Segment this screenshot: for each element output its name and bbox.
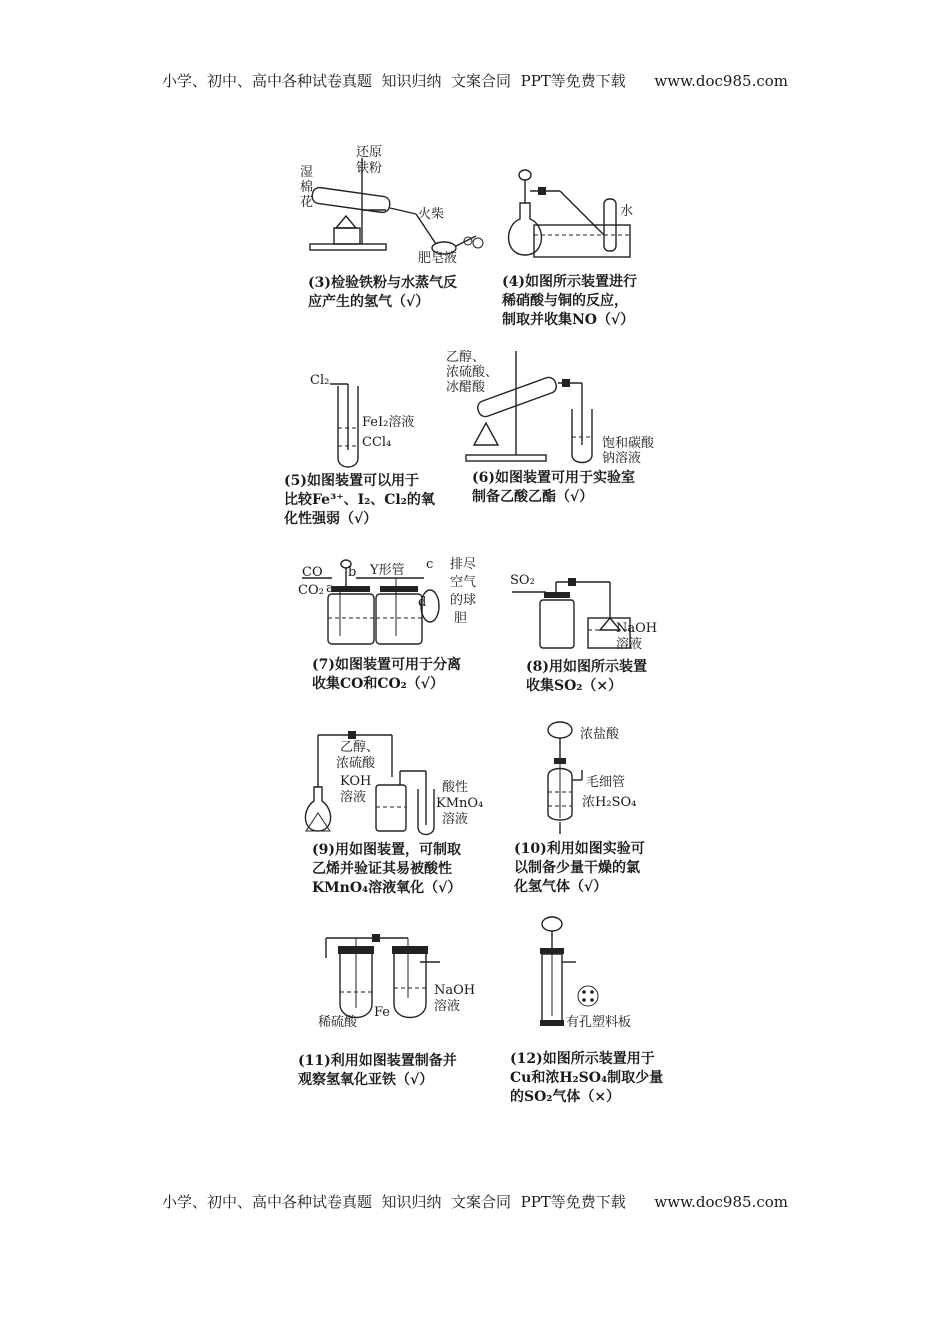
caption: (11)利用如图装置制备并 观察氢氧化亚铁（√） xyxy=(298,1053,457,1088)
label-sat-carbonate: 饱和碳酸 xyxy=(602,436,655,451)
label-conc-h2so4: 浓H₂SO₄ xyxy=(582,795,637,810)
caption: (5)如图装置可以用于 比较Fe³⁺、I₂、Cl₂的氧 化性强弱（√） xyxy=(284,473,435,527)
figure-ethylene xyxy=(296,727,496,907)
caption: (10)利用如图实验可 以制备少量干燥的氯 化氢气体（√） xyxy=(514,841,645,895)
label-koh: KOH xyxy=(340,774,372,789)
caption: (8)用如图所示装置 收集SO₂（×） xyxy=(526,659,647,694)
caption: (3)检验铁粉与水蒸气反 应产生的氢气（√） xyxy=(308,275,457,310)
page-footer: 小学、初中、高中各种试卷真题 知识归纳 文案合同 PPT等免费下载 www.doc985.com xyxy=(161,1193,788,1211)
label-co: CO xyxy=(302,565,323,580)
label-water: 水 xyxy=(620,204,634,219)
label-y-tube: Y形管 xyxy=(370,563,405,578)
label-kmno4-solution: 溶液 xyxy=(442,812,469,827)
label-cotton: 棉 xyxy=(300,180,314,195)
label-wet: 湿 xyxy=(300,165,314,180)
label-naoh: NaOH xyxy=(434,983,476,998)
label-ethanol: 乙醇、 xyxy=(340,740,380,755)
label-flower: 花 xyxy=(300,195,314,210)
label-exhaust: 排尽 xyxy=(450,557,477,572)
label-bladder: 胆 xyxy=(454,611,468,626)
label-naoh-solution: 溶液 xyxy=(434,999,461,1014)
label-capillary: 毛细管 xyxy=(586,775,626,790)
label-co2: CO₂ xyxy=(298,583,324,598)
ferrous-hydroxide-drawing xyxy=(296,928,496,1028)
label-dilute-sulfuric: 稀硫酸 xyxy=(318,1015,358,1030)
caption: (6)如图装置可用于实验室 制备乙酸乙酯（√） xyxy=(472,470,635,505)
label-acidic: 酸性 xyxy=(442,780,469,795)
label-ethanol: 乙醇、 xyxy=(446,350,486,365)
figure-ethyl-acetate xyxy=(440,345,680,520)
label-naoh: NaOH xyxy=(616,621,658,636)
label-so2: SO₂ xyxy=(510,573,535,588)
label-conc-hcl: 浓盐酸 xyxy=(580,727,620,742)
label-d: d xyxy=(418,595,427,610)
label-conc-sulfuric: 浓硫酸 xyxy=(336,756,376,771)
label-of-ball: 的球 xyxy=(450,593,477,608)
figure-ferrous-hydroxide xyxy=(296,928,496,1094)
figure-no-collection xyxy=(500,155,680,335)
label-b: b xyxy=(348,565,357,580)
label-solution: 溶液 xyxy=(616,637,643,652)
label-a: a xyxy=(326,581,334,596)
page-header: 小学、初中、高中各种试卷真题 知识归纳 文案合同 PPT等免费下载 www.doc985.com xyxy=(161,72,788,90)
label-reduced: 还原 xyxy=(356,145,383,160)
label-glacial-acetic: 冰醋酸 xyxy=(446,380,486,395)
label-cl2: Cl₂ xyxy=(310,373,330,388)
label-c: c xyxy=(426,557,434,572)
label-perforated-plate: 有孔塑料板 xyxy=(566,1015,632,1030)
figure-so2-collection xyxy=(508,566,680,706)
label-sodium-solution: 钠溶液 xyxy=(602,451,642,466)
label-ccl4: CCl₄ xyxy=(362,435,392,450)
label-fe: Fe xyxy=(374,1005,391,1020)
caption: (9)用如图装置，可制取 乙烯并验证其易被酸性 KMnO₄溶液氧化（√） xyxy=(312,842,462,896)
figure-co-separation xyxy=(296,556,496,704)
label-koh-solution: 溶液 xyxy=(340,790,367,805)
caption: (7)如图装置可用于分离 收集CO和CO₂（√） xyxy=(312,657,461,692)
label-kmno4: KMnO₄ xyxy=(436,796,484,811)
figure-so2-cu xyxy=(508,912,680,1110)
label-match: 火柴 xyxy=(418,207,445,222)
figure-hcl-dry xyxy=(508,714,680,906)
caption: (12)如图所示装置用于 Cu和浓H₂SO₄制取少量 的SO₂气体（×） xyxy=(510,1051,664,1105)
label-soap-liquid: 肥皂液 xyxy=(418,251,458,266)
label-air: 空气 xyxy=(450,575,477,590)
iron-steam-apparatus-drawing xyxy=(296,138,496,268)
caption: (4)如图所示装置进行 稀硝酸与铜的反应， 制取并收集NO（√） xyxy=(502,274,637,328)
no-collection-drawing xyxy=(500,155,680,265)
label-iron-powder: 铁粉 xyxy=(356,161,383,176)
figure-iron-steam xyxy=(296,138,496,328)
label-fei2: FeI₂溶液 xyxy=(362,415,415,430)
label-conc-sulfuric: 浓硫酸、 xyxy=(446,365,499,380)
